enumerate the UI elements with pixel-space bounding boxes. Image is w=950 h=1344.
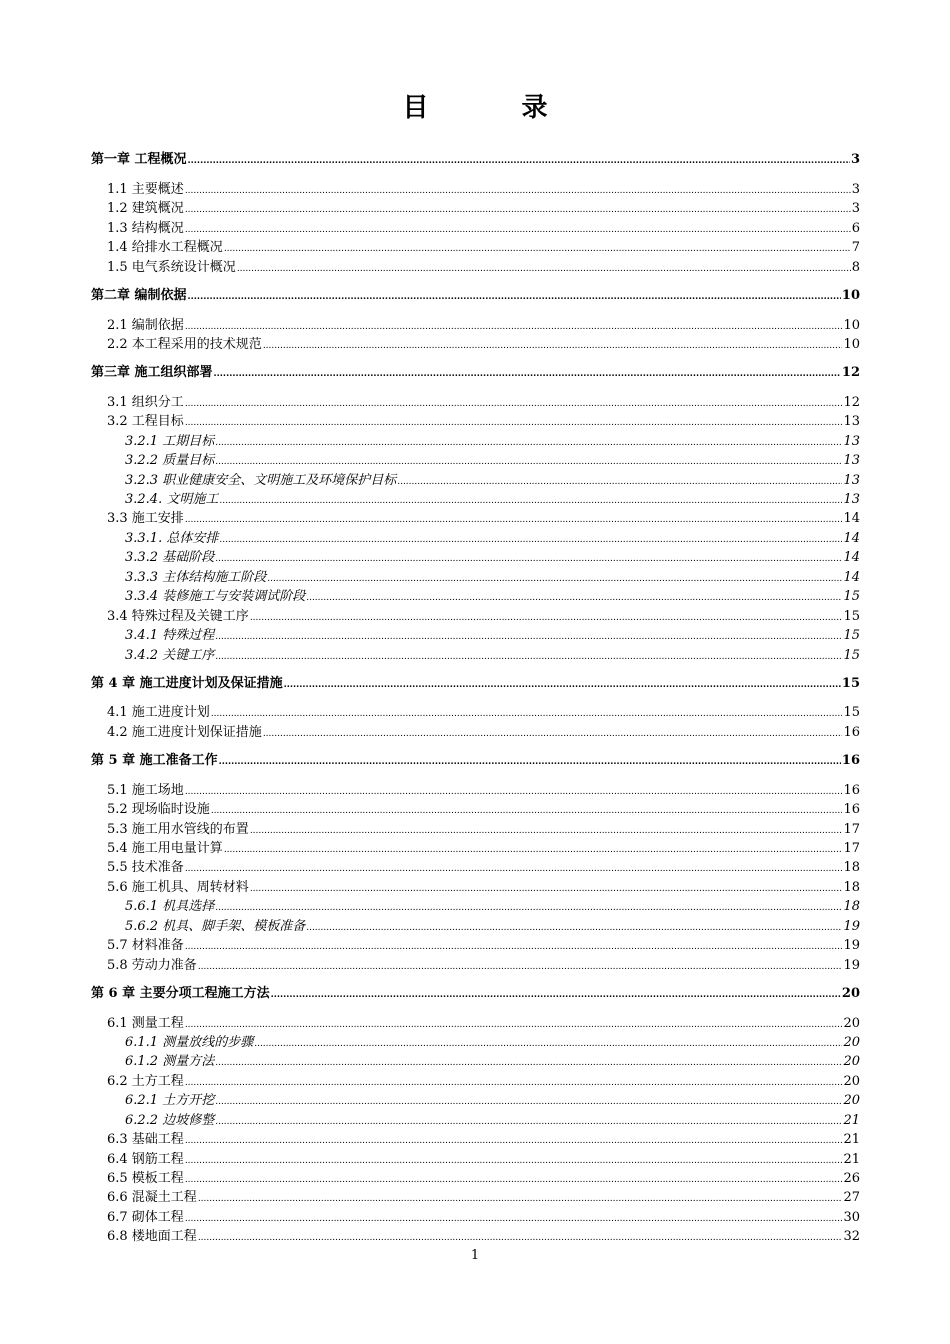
toc-subsection-entry[interactable] — [91, 431, 860, 450]
toc-entry-page-number: 19 — [843, 918, 860, 934]
dot-leader — [306, 591, 842, 606]
toc-entry-label: 5.3 施工用水管线的布置 — [107, 821, 249, 837]
page-number: 1 — [470, 1248, 480, 1263]
dot-leader — [219, 533, 842, 548]
toc-entry-page-number: 13 — [843, 453, 860, 469]
toc-entry-label: 6.2.2 边坡修整 — [125, 1112, 215, 1128]
toc-entry-page-number: 3 — [850, 152, 860, 168]
toc-entry-page-number: 17 — [843, 821, 860, 837]
toc-section-entry[interactable] — [91, 335, 860, 354]
toc-entry-page-number: 15 — [843, 647, 860, 663]
toc-section-entry[interactable] — [91, 1188, 860, 1207]
toc-entry-page-number: 20 — [843, 1054, 860, 1070]
dot-leader — [211, 804, 843, 819]
toc-entry-label: 5.5 技术准备 — [107, 860, 184, 876]
toc-entry-label: 5.6.1 机具选择 — [125, 899, 215, 915]
toc-section-entry[interactable] — [91, 199, 860, 218]
toc-chapter-entry[interactable] — [91, 674, 860, 693]
toc-section-entry[interactable] — [91, 392, 860, 411]
dot-leader — [224, 242, 851, 257]
toc-entry-label: 6.1 测量工程 — [107, 1015, 184, 1031]
toc-entry-page-number: 13 — [843, 492, 860, 507]
toc-entry-label: 6.1.1 测量放线的步骤 — [125, 1034, 254, 1050]
toc-chapter-entry[interactable] — [91, 751, 860, 770]
toc-section-entry[interactable] — [91, 819, 860, 838]
toc-entry-label: 第 6 章 主要分项工程施工方法 — [91, 986, 270, 1002]
dot-leader — [185, 862, 843, 877]
toc-entry-label: 5.7 材料准备 — [107, 938, 184, 954]
toc-entry-page-number: 20 — [843, 1015, 860, 1031]
toc-chapter-entry[interactable] — [91, 363, 860, 382]
toc-section-entry[interactable] — [91, 1207, 860, 1226]
toc-entry-label: 3.1 组织分工 — [107, 394, 184, 410]
toc-entry-label: 第二章 编制依据 — [91, 288, 187, 304]
toc-entry-label: 6.1.2 测量方法 — [125, 1054, 215, 1070]
dot-leader — [198, 960, 843, 975]
dot-leader — [215, 1115, 842, 1130]
toc-section-entry[interactable] — [91, 780, 860, 799]
section-gap — [91, 665, 860, 674]
toc-entry-label: 3.2.4. 文明施工 — [125, 492, 219, 507]
toc-entry-page-number: 15 — [843, 628, 860, 644]
toc-subsection-entry[interactable] — [91, 626, 860, 645]
toc-entry-page-number: 14 — [843, 530, 860, 546]
toc-section-entry[interactable] — [91, 1071, 860, 1090]
toc-section-entry[interactable] — [91, 179, 860, 198]
toc-entry-page-number: 7 — [851, 240, 860, 256]
dot-leader — [185, 1173, 843, 1188]
dot-leader — [215, 650, 842, 665]
toc-section-entry[interactable] — [91, 257, 860, 276]
toc-entry-page-number: 26 — [843, 1171, 860, 1186]
toc-entry-label: 3.3 施工安排 — [107, 511, 184, 527]
page-title: 目 录 — [402, 93, 590, 123]
dot-leader — [215, 630, 842, 645]
dot-leader — [185, 184, 851, 199]
toc-entry-page-number: 14 — [843, 569, 860, 585]
dot-leader — [219, 494, 842, 509]
toc-entry-page-number: 32 — [843, 1229, 860, 1245]
toc-entry-page-number: 12 — [841, 365, 860, 381]
toc-entry-label: 第 5 章 施工准备工作 — [91, 753, 218, 769]
dot-leader — [263, 727, 843, 742]
toc-entry-page-number: 15 — [843, 589, 860, 605]
toc-subsection-entry[interactable] — [91, 587, 860, 606]
toc-section-entry[interactable] — [91, 238, 860, 257]
toc-section-entry[interactable] — [91, 606, 860, 625]
dot-leader — [185, 1134, 843, 1149]
toc-entry-label: 第 4 章 施工进度计划及保证措施 — [91, 675, 283, 691]
toc-entry-page-number: 10 — [841, 288, 860, 304]
toc-entry-page-number: 17 — [843, 841, 860, 856]
toc-section-entry[interactable] — [91, 955, 860, 974]
toc-subsection-entry[interactable] — [91, 490, 860, 509]
toc-entry-label: 5.6 施工机具、周转材料 — [107, 879, 249, 895]
toc-entry-page-number: 18 — [843, 860, 860, 876]
toc-entry-page-number: 8 — [851, 259, 860, 275]
toc-subsection-entry[interactable] — [91, 470, 860, 489]
dot-leader — [185, 320, 843, 335]
toc-entry-page-number: 18 — [843, 899, 860, 915]
dot-leader — [254, 1037, 842, 1052]
dot-leader — [271, 988, 841, 1003]
toc-section-entry[interactable] — [91, 1169, 860, 1188]
toc-entry-label: 1.2 建筑概况 — [107, 201, 184, 217]
toc-entry-page-number: 16 — [843, 724, 860, 740]
toc-entry-page-number: 14 — [843, 550, 860, 566]
dot-leader — [215, 552, 842, 567]
dot-leader — [237, 262, 851, 277]
toc-section-entry[interactable] — [91, 1149, 860, 1168]
toc-entry-page-number: 6 — [851, 220, 860, 236]
toc-entry-label: 3.3.4 装修施工与安装调试阶段 — [125, 589, 306, 605]
toc-subsection-entry[interactable] — [91, 451, 860, 470]
dot-leader — [188, 290, 841, 305]
toc-entry-page-number: 3 — [851, 201, 860, 217]
section-gap — [91, 975, 860, 984]
toc-subsection-entry[interactable] — [91, 897, 860, 916]
toc-section-entry[interactable] — [91, 315, 860, 334]
toc-entry-label: 2.2 本工程采用的技术规范 — [107, 336, 262, 352]
toc-entry-label: 5.2 现场临时设施 — [107, 802, 210, 818]
toc-subsection-entry[interactable] — [91, 645, 860, 664]
toc-entry-label: 6.2 土方工程 — [107, 1073, 184, 1089]
dot-leader — [214, 367, 841, 382]
toc-entry-label: 3.2.2 质量目标 — [125, 453, 215, 469]
toc-entry-page-number: 15 — [843, 608, 860, 624]
toc-entry-label: 5.8 劳动力准备 — [107, 957, 197, 973]
toc-section-entry[interactable] — [91, 218, 860, 237]
dot-leader — [185, 223, 851, 238]
toc-entry-page-number: 19 — [843, 938, 860, 954]
dot-leader — [185, 785, 843, 800]
dot-leader — [185, 1018, 843, 1033]
toc-entry-page-number: 20 — [843, 1093, 860, 1109]
toc-section-entry[interactable] — [91, 800, 860, 819]
toc-subsection-entry[interactable] — [91, 1033, 860, 1052]
toc-entry-label: 6.6 混凝土工程 — [107, 1190, 197, 1206]
dot-leader — [250, 824, 843, 839]
dot-leader — [185, 940, 843, 955]
toc-entry-label: 第三章 施工组织部署 — [91, 365, 213, 381]
toc-section-entry[interactable] — [91, 858, 860, 877]
toc-subsection-entry[interactable] — [91, 1052, 860, 1071]
toc-entry-page-number: 15 — [841, 675, 860, 691]
dot-leader — [185, 1076, 843, 1091]
dot-leader — [185, 513, 843, 528]
toc-entry-label: 1.4 给排水工程概况 — [107, 240, 223, 256]
dot-leader — [185, 416, 843, 431]
toc-entry-page-number: 20 — [843, 1073, 860, 1089]
toc-entry-page-number: 14 — [843, 511, 860, 527]
toc-entry-page-number: 19 — [843, 957, 860, 973]
toc-section-entry[interactable] — [91, 722, 860, 741]
toc-entry-page-number: 18 — [843, 879, 860, 895]
toc-entry-label: 6.3 基础工程 — [107, 1132, 184, 1148]
dot-leader — [224, 843, 843, 858]
toc-subsection-entry[interactable] — [91, 548, 860, 567]
toc-entry-page-number: 21 — [843, 1132, 860, 1148]
toc-entry-label: 6.2.1 土方开挖 — [125, 1093, 215, 1109]
dot-leader — [198, 1192, 843, 1207]
toc-entry-page-number: 20 — [841, 986, 860, 1002]
toc-entry-label: 4.2 施工进度计划保证措施 — [107, 724, 262, 740]
toc-entry-label: 3.2.1 工期目标 — [125, 433, 215, 449]
section-gap — [91, 354, 860, 363]
dot-leader — [215, 1095, 842, 1110]
dot-leader — [250, 611, 843, 626]
toc-entry-page-number: 13 — [843, 414, 860, 430]
dot-leader — [188, 154, 850, 169]
toc-entry-page-number: 3 — [851, 181, 860, 197]
dot-leader — [284, 678, 841, 693]
toc-entry-page-number: 16 — [843, 802, 860, 818]
table-of-contents — [91, 150, 860, 1246]
dot-leader — [211, 707, 843, 722]
dot-leader — [397, 475, 842, 490]
toc-entry-page-number: 16 — [843, 782, 860, 798]
toc-chapter-entry[interactable] — [91, 150, 860, 169]
toc-entry-label: 6.5 模板工程 — [107, 1171, 184, 1186]
dot-leader — [215, 455, 842, 470]
dot-leader — [250, 882, 843, 897]
toc-entry-label: 3.4 特殊过程及关键工序 — [107, 608, 249, 624]
toc-entry-label: 4.1 施工进度计划 — [107, 705, 210, 721]
toc-subsection-entry[interactable] — [91, 1110, 860, 1129]
toc-entry-label: 5.1 施工场地 — [107, 782, 184, 798]
toc-entry-label: 3.3.3 主体结构施工阶段 — [125, 569, 267, 585]
toc-entry-page-number: 12 — [843, 394, 860, 410]
dot-leader — [263, 339, 843, 354]
toc-entry-page-number: 16 — [841, 753, 860, 769]
toc-entry-label: 6.4 钢筋工程 — [107, 1151, 184, 1167]
toc-entry-label: 1.3 结构概况 — [107, 220, 184, 236]
toc-entry-label: 6.8 楼地面工程 — [107, 1229, 197, 1245]
toc-chapter-entry[interactable] — [91, 984, 860, 1003]
dot-leader — [219, 755, 841, 770]
toc-entry-label: 5.6.2 机具、脚手架、模板准备 — [125, 918, 306, 934]
dot-leader — [185, 397, 843, 412]
toc-entry-page-number: 13 — [843, 472, 860, 488]
dot-leader — [185, 203, 851, 218]
toc-section-entry[interactable] — [91, 936, 860, 955]
toc-section-entry[interactable] — [91, 703, 860, 722]
toc-subsection-entry[interactable] — [91, 1091, 860, 1110]
toc-entry-label: 3.4.2 关键工序 — [125, 647, 215, 663]
toc-entry-label: 3.3.2 基础阶段 — [125, 550, 215, 566]
dot-leader — [215, 436, 842, 451]
toc-entry-page-number: 15 — [843, 705, 860, 721]
toc-section-entry[interactable] — [91, 839, 860, 858]
toc-section-entry[interactable] — [91, 877, 860, 896]
toc-entry-label: 2.1 编制依据 — [107, 317, 184, 333]
dot-leader — [185, 1212, 843, 1227]
toc-entry-page-number: 21 — [843, 1112, 860, 1128]
toc-entry-label: 3.3.1. 总体安排 — [125, 530, 219, 546]
toc-section-entry[interactable] — [91, 412, 860, 431]
section-gap — [91, 277, 860, 286]
toc-entry-page-number: 20 — [843, 1034, 860, 1050]
toc-entry-page-number: 10 — [843, 336, 860, 352]
toc-subsection-entry[interactable] — [91, 567, 860, 586]
section-gap — [91, 742, 860, 751]
toc-section-entry[interactable] — [91, 1013, 860, 1032]
toc-subsection-entry[interactable] — [91, 916, 860, 935]
toc-section-entry[interactable] — [91, 509, 860, 528]
toc-entry-label: 第一章 工程概况 — [91, 152, 187, 168]
toc-entry-page-number: 13 — [843, 433, 860, 449]
toc-entry-page-number: 21 — [843, 1151, 860, 1167]
toc-chapter-entry[interactable] — [91, 286, 860, 305]
dot-leader — [215, 1056, 842, 1071]
toc-entry-page-number: 30 — [843, 1209, 860, 1225]
toc-section-entry[interactable] — [91, 1227, 860, 1246]
toc-entry-label: 3.2 工程目标 — [107, 414, 184, 430]
toc-entry-label: 5.4 施工用电量计算 — [107, 841, 223, 856]
dot-leader — [185, 1154, 843, 1169]
toc-entry-page-number: 27 — [843, 1190, 860, 1206]
toc-section-entry[interactable] — [91, 1130, 860, 1149]
toc-entry-label: 3.4.1 特殊过程 — [125, 628, 215, 644]
dot-leader — [198, 1231, 843, 1246]
toc-entry-label: 1.5 电气系统设计概况 — [107, 259, 236, 275]
toc-entry-page-number: 10 — [843, 317, 860, 333]
toc-entry-label: 3.2.3 职业健康安全、文明施工及环境保护目标 — [125, 472, 397, 488]
toc-entry-label: 1.1 主要概述 — [107, 181, 184, 197]
dot-leader — [267, 572, 842, 587]
dot-leader — [306, 921, 842, 936]
dot-leader — [215, 901, 842, 916]
toc-subsection-entry[interactable] — [91, 528, 860, 547]
toc-entry-label: 6.7 砌体工程 — [107, 1209, 184, 1225]
